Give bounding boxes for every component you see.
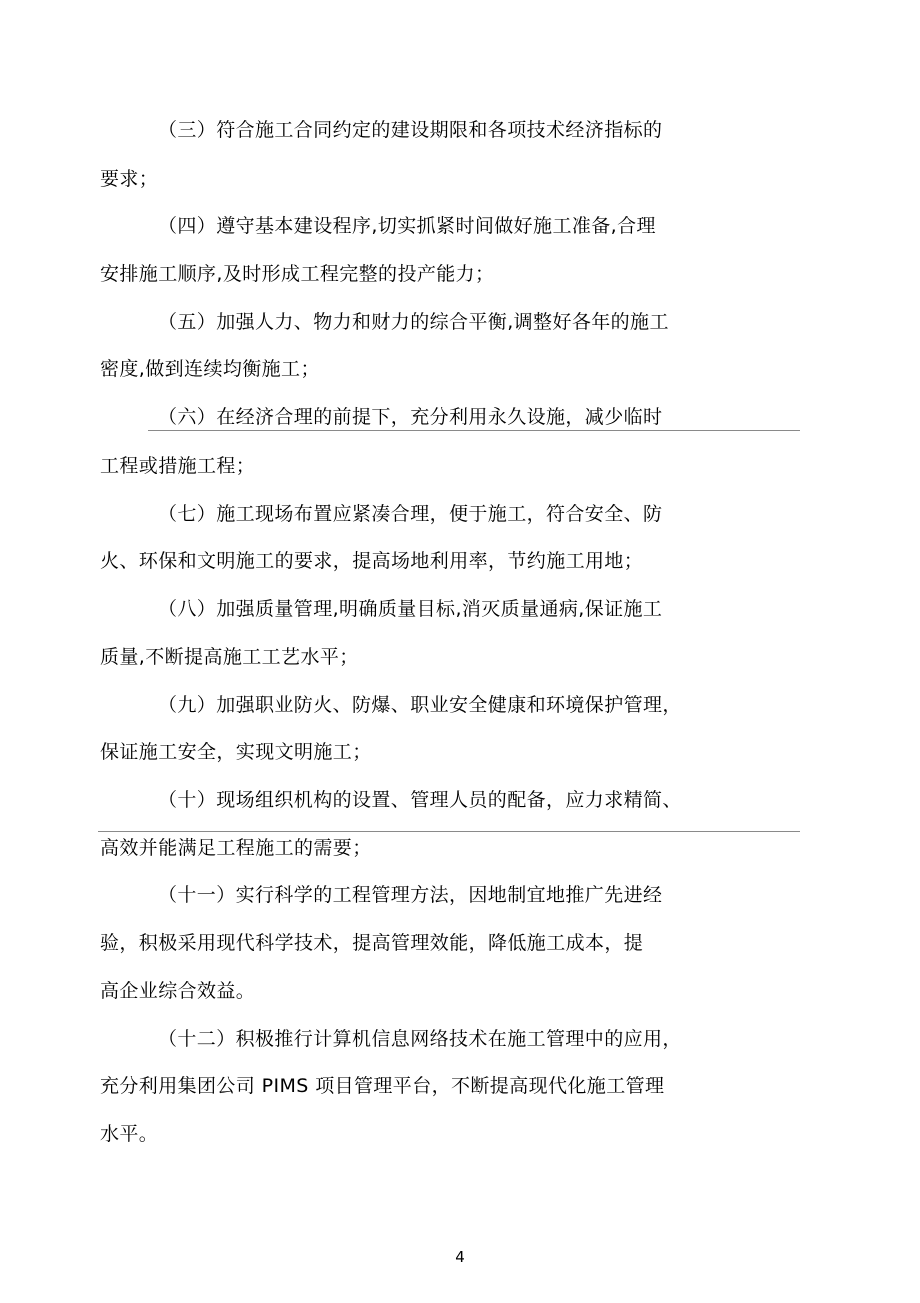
clause-5-line-2: 密度,做到连续均衡施工；: [100, 358, 320, 380]
clause-3-line-1: （三）符合施工合同约定的建设期限和各项技术经济指标的: [158, 119, 663, 141]
clause-7-line-2: 火、环保和文明施工的要求，提高场地利用率，节约施工用地；: [100, 550, 644, 572]
clause-12-line-1: （十二）积极推行计算机信息网络技术在施工管理中的应用，: [158, 1028, 682, 1050]
page-number: 4: [455, 1248, 465, 1266]
separator-rule: [98, 831, 800, 832]
clause-7-line-1: （七）施工现场布置应紧凑合理，便于施工，符合安全、防: [158, 503, 663, 525]
clause-4-line-1: （四）遵守基本建设程序,切实抓紧时间做好施工准备,合理: [158, 215, 656, 237]
clause-5-line-1: （五）加强人力、物力和财力的综合平衡,调整好各年的施工: [158, 311, 669, 333]
clause-11-line-3: 高企业综合效益。: [100, 980, 256, 1002]
clause-9-line-2: 保证施工安全，实现文明施工；: [100, 741, 372, 763]
clause-8-line-2: 质量,不断提高施工工艺水平；: [100, 646, 359, 668]
clause-11-line-1: （十一）实行科学的工程管理方法，因地制宜地推广先进经: [158, 884, 663, 906]
clause-12-line-2: 充分利用集团公司 PIMS 项目管理平台，不断提高现代化施工管理: [100, 1075, 665, 1097]
clause-10-line-2: 高效并能满足工程施工的需要；: [100, 837, 372, 859]
clause-8-line-1: （八）加强质量管理,明确质量目标,消灭质量通病,保证施工: [158, 598, 663, 620]
clause-3-line-2: 要求；: [100, 168, 159, 190]
clause-4-line-2: 安排施工顺序,及时形成工程完整的投产能力；: [100, 263, 495, 285]
clause-11-line-2: 验，积极采用现代科学技术，提高管理效能，降低施工成本，提: [100, 932, 644, 954]
separator-rule: [148, 430, 800, 431]
clause-6-line-2: 工程或措施工程；: [100, 455, 256, 477]
clause-9-line-1: （九）加强职业防火、防爆、职业安全健康和环境保护管理，: [158, 694, 682, 716]
clause-10-line-1: （十）现场组织机构的设置、管理人员的配备，应力求精简、: [158, 789, 682, 811]
clause-6-line-1: （六）在经济合理的前提下，充分利用永久设施，减少临时: [158, 406, 663, 428]
clause-12-line-3: 水平。: [100, 1123, 159, 1145]
